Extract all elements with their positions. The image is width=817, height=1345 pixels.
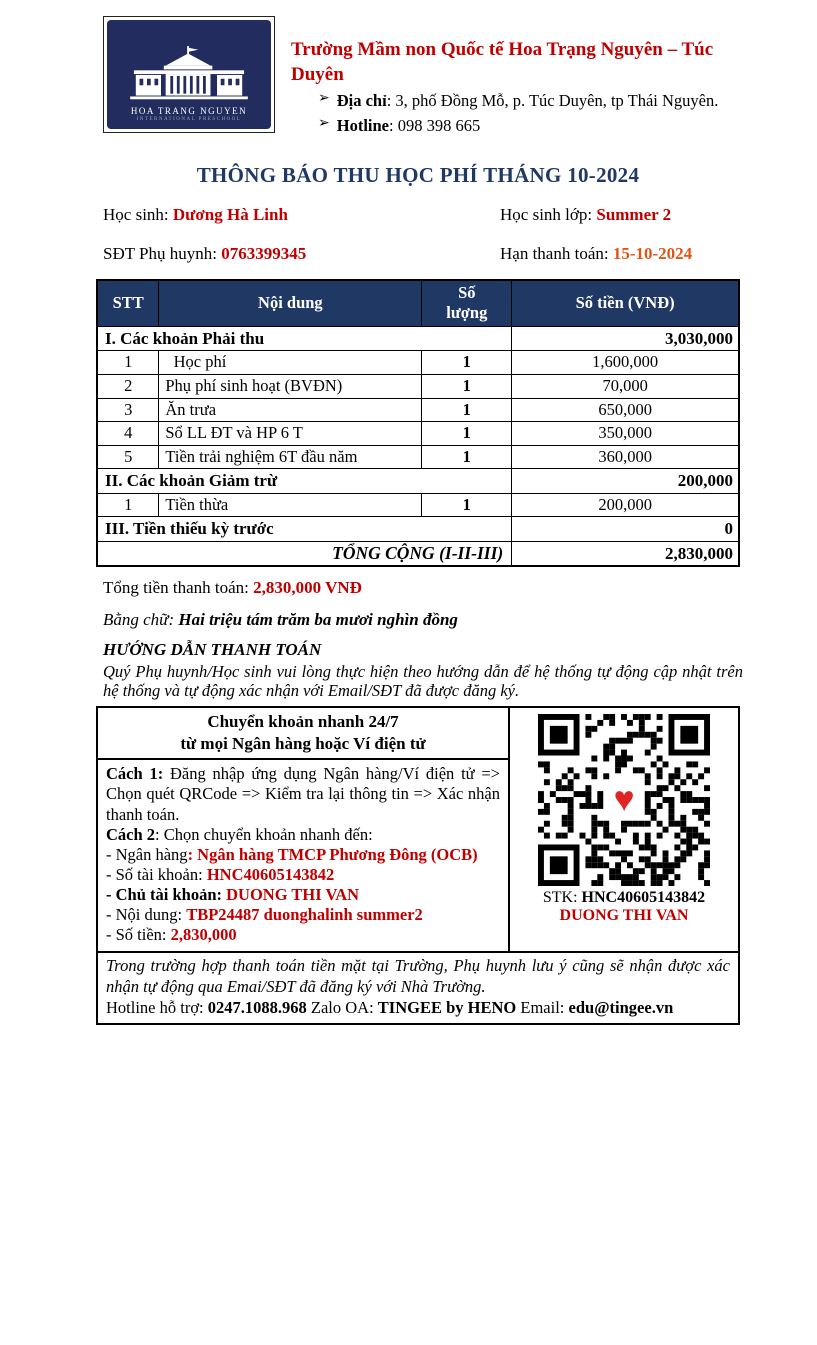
table-row [97,398,739,422]
logo-subtitle: INTERNATIONAL PRESCHOOL [136,116,242,122]
white-house-building-icon [119,44,259,106]
transfer-amount-line: - Số tiền: 2,830,000 [106,925,237,945]
col-description: Nội dung [159,280,422,327]
payment-instructions [98,760,508,951]
col-stt: STT [97,280,159,327]
row-qty: 1 [422,351,512,375]
school-contact-block [291,16,740,136]
col-quantity: Số lượng [422,280,512,327]
row-stt: 1 [97,351,159,375]
amount-in-words-line: Bằng chữ: Hai triệu tám trăm ba mươi nghìn đồng [103,610,458,630]
arrow-bullet-icon: ➢ [318,91,330,107]
payment-instructions-panel [98,708,510,951]
row-stt: 1 [97,493,159,517]
table-row [97,374,739,398]
cash-payment-note [98,951,738,1023]
row-amount: 70,000 [512,374,739,398]
row-stt: 4 [97,422,159,446]
payment-guide-text: Quý Phụ huynh/Học sinh vui lòng thực hiện theo hướng dẫn để hệ thống tự động cập nhật trên hệ thống và tự động xác nhận với Email/SĐT đã được đăng ký. [103,661,743,701]
row-qty: 1 [422,445,512,469]
section-label: II. Các khoản Giảm trừ [97,469,512,493]
address-text: Địa chỉ: 3, phố Đồng Mỗ, p. Túc Duyên, tp Thái Nguyên. [336,91,719,111]
table-row [97,422,739,446]
account-holder-line: - Chủ tài khoản: DUONG THI VAN [106,885,360,905]
section-amount: 0 [512,517,739,541]
row-amount: 200,000 [512,493,739,517]
qr-account-number: STK: HNC40605143842 [542,889,706,907]
row-amount: 360,000 [512,445,739,469]
student-class: Học sinh lớp: Summer 2 [500,205,672,225]
arrow-bullet-icon: ➢ [318,115,330,131]
row-desc: Học phí [159,351,422,375]
account-number-line: - Số tài khoản: HNC40605143842 [106,864,335,884]
row-amount: 650,000 [512,398,739,422]
row-stt: 2 [97,374,159,398]
row-amount: 1,600,000 [512,351,739,375]
payment-due-date: Hạn thanh toán: 15-10-2024 [500,243,693,263]
qr-panel [510,708,738,951]
bank-line: - Ngân hàng: Ngân hàng TMCP Phương Đông (OCB) [106,844,478,864]
address-line [291,90,740,111]
hotline-text: Hotline: 098 398 665 [336,115,481,135]
row-desc: Ăn trưa [159,398,422,422]
transfer-content-line: - Nội dung: TBP24487 duonghalinh summer2 [106,905,423,925]
table-row [97,445,739,469]
parent-phone: SĐT Phụ huynh: 0763399345 [103,243,307,263]
method-1: Cách 1: Đăng nhập ứng dụng Ngân hàng/Ví điện tử => Chọn quét QRCode => Kiểm tra lại thông tin => Xác nhận thanh toán. [106,764,500,824]
total-amount: 2,830,000 [512,541,739,566]
cash-note-text: Trong trường hợp thanh toán tiền mặt tại Trường, Phụ huynh lưu ý cũng sẽ nhận được xác nhận tự động qua Emai/SĐT đã đăng ký với Nhà Trường. [106,956,730,997]
row-desc: Tiền thừa [159,493,422,517]
row-desc: Phụ phí sinh hoạt (BVĐN) [159,374,422,398]
total-payment-line: Tổng tiền thanh toán: 2,830,000 VNĐ [103,578,362,598]
qr-code-icon [538,714,710,886]
total-label: TỔNG CỘNG (I-II-III) [97,541,512,566]
row-qty: 1 [422,422,512,446]
logo-school-name: HOA TRANG NGUYEN [130,105,248,116]
payment-box-heading: Chuyển khoản nhanh 24/7 từ mọi Ngân hàng hoặc Ví điện tử [98,708,508,760]
row-qty: 1 [422,374,512,398]
notice-title: THÔNG BÁO THU HỌC PHÍ THÁNG 10-2024 [196,163,640,188]
col-amount: Số tiền (VNĐ) [512,280,739,327]
section-row [97,517,739,541]
hotline-line [291,115,740,136]
row-stt: 3 [97,398,159,422]
total-row [97,541,739,566]
row-amount: 350,000 [512,422,739,446]
school-logo [103,16,275,133]
section-row [97,469,739,493]
payment-guide-title: HƯỚNG DẪN THANH TOÁN [103,639,322,659]
school-name: Trường Mầm non Quốc tế Hoa Trạng Nguyên – Túc Duyên [291,39,714,85]
student-info [103,204,740,264]
document-header [96,16,740,136]
row-stt: 5 [97,445,159,469]
method-2: Cách 2: Chọn chuyển khoản nhanh đến: [106,824,373,844]
table-header-row [97,280,739,327]
support-email: edu@tingee.vn [568,997,674,1017]
section-amount: 3,030,000 [512,327,739,351]
row-qty: 1 [422,493,512,517]
student-name: Học sinh: Dương Hà Linh [103,205,288,225]
table-row [97,351,739,375]
row-qty: 1 [422,398,512,422]
section-label: I. Các khoản Phải thu [97,327,512,351]
support-contacts-line: Hotline hỗ trợ: 0247.1088.968 Zalo OA: TINGEE by HENO Email: edu@tingee.vn [106,997,674,1017]
section-row [97,327,739,351]
row-desc: Tiền trải nghiệm 6T đầu năm [159,445,422,469]
payment-box [96,706,740,1025]
table-row [97,493,739,517]
fee-table [96,279,740,568]
svg-text:♥: ♥ [613,779,635,820]
section-amount: 200,000 [512,469,739,493]
row-desc: Sổ LL ĐT và HP 6 T [159,422,422,446]
qr-account-holder: DUONG THI VAN [559,907,689,925]
section-label: III. Tiền thiếu kỳ trước [97,517,512,541]
